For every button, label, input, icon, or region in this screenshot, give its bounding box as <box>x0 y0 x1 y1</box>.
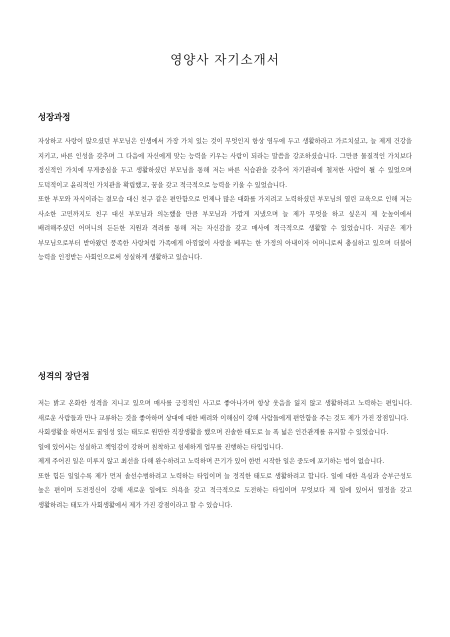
paragraph: 또한 부모와 자식이라는 결모습 대신 친구 같은 편안함으로 언제나 많은 대화를 가지려고 노력하셨던 부모님의 열린 교육으로 인해 저는 사소한 고민까지도 친구 대신 부모님과 의논했을 만큼 부모님과 가깝게 지냈으며 늘 제가 무엇을 하고 싶은지 제 눈높이에서 배려해주셨던 어머니의 든든한 지원과 격려를 통해 저는 자신감을 갖고 매사에 적극적으로 생활할 수 있었습니다. 지금은 제가 부모님으로부터 받아왔던 풍족한 사랑처럼 가족에게 아낌없이 사랑을 베푸는 한 가정의 아내이자 어머니로써 충실하고 있으며 더불어 능력을 인정받는 사회인으로써 성실하게 생활하고 있습니다. <box>38 196 412 262</box>
paragraph: 자상하고 사랑이 많으셨던 부모님은 인생에서 가장 가치 있는 것이 무엇인지 항상 염두에 두고 생활하라고 가르치셨고, 늘 제게 건강을 지키고, 바른 인성을 갖추며 그 다음에 자신에게 맞는 능력을 키우는 사람이 되라는 말씀을 강조하셨습니다. 그만큼 물질적인 가치보다 정신적인 가치에 무게중심을 두고 생활하셨던 부모님을 통해 저는 바른 식습관을 갖추어 자기관리에 철저한 사람이 될 수 있었으며 도덕적이고 윤리적인 가치관을 확립했고, 꿈을 갖고 적극적으로 능력을 키울 수 있었습니다. <box>38 138 412 189</box>
section-heading-growth: 성장과정 <box>38 112 71 122</box>
section-body-personality <box>38 397 412 513</box>
section-heading-personality: 성격의 장단점 <box>38 371 90 381</box>
paragraph: 사회생활을 하면서도 꿀임성 있는 태도로 원만한 직장생활을 했으며 진솔한 태도로 늘 폭 넓은 인간관계를 유지할 수 있었습니다. <box>38 429 389 437</box>
paragraph: 일에 있어서는 성실하고 책임감이 강하며 침착하고 섬세하게 업무를 진행하는 타입입니다. <box>38 443 284 451</box>
section-body-growth <box>38 135 412 266</box>
paragraph: 제게 주어진 일은 미루지 않고 최선을 다해 완수하려고 노력하며 끈기가 있어 한번 시작한 일은 중도에 포기하는 법이 없습니다. <box>38 458 385 466</box>
paragraph: 또한 힘든 일일수록 제가 먼저 솔선수범하려고 노력하는 타입이며 늘 정직한 태도로 생활하려고 합니다. 일에 대한 욕심과 승부근성도 높은 편이며 도전정신이 강해 새로운 일에도 의욕을 갖고 적극적으로 도전하는 타입이며 무엇보다 제 일에 있어서 열정을 갖고 생활하려는 태도가 사회생활에서 제가 가진 강점이라고 할 수 있습니다. <box>38 472 412 509</box>
document-title: 영양사 자기소개서 <box>170 52 280 67</box>
paragraph: 저는 밝고 온화한 성격을 지니고 있으며 매사를 긍정적인 사고로 좋아나가며 항상 웃음을 잃지 않고 생활하려고 노력하는 편입니다. 새로운 사람들과 만나 교류하는 것을 좋아하며 상대에 대한 배려와 이해심이 강해 사람들에게 편안함을 주는 것도 제가 가진 장점입니다. <box>38 400 412 422</box>
